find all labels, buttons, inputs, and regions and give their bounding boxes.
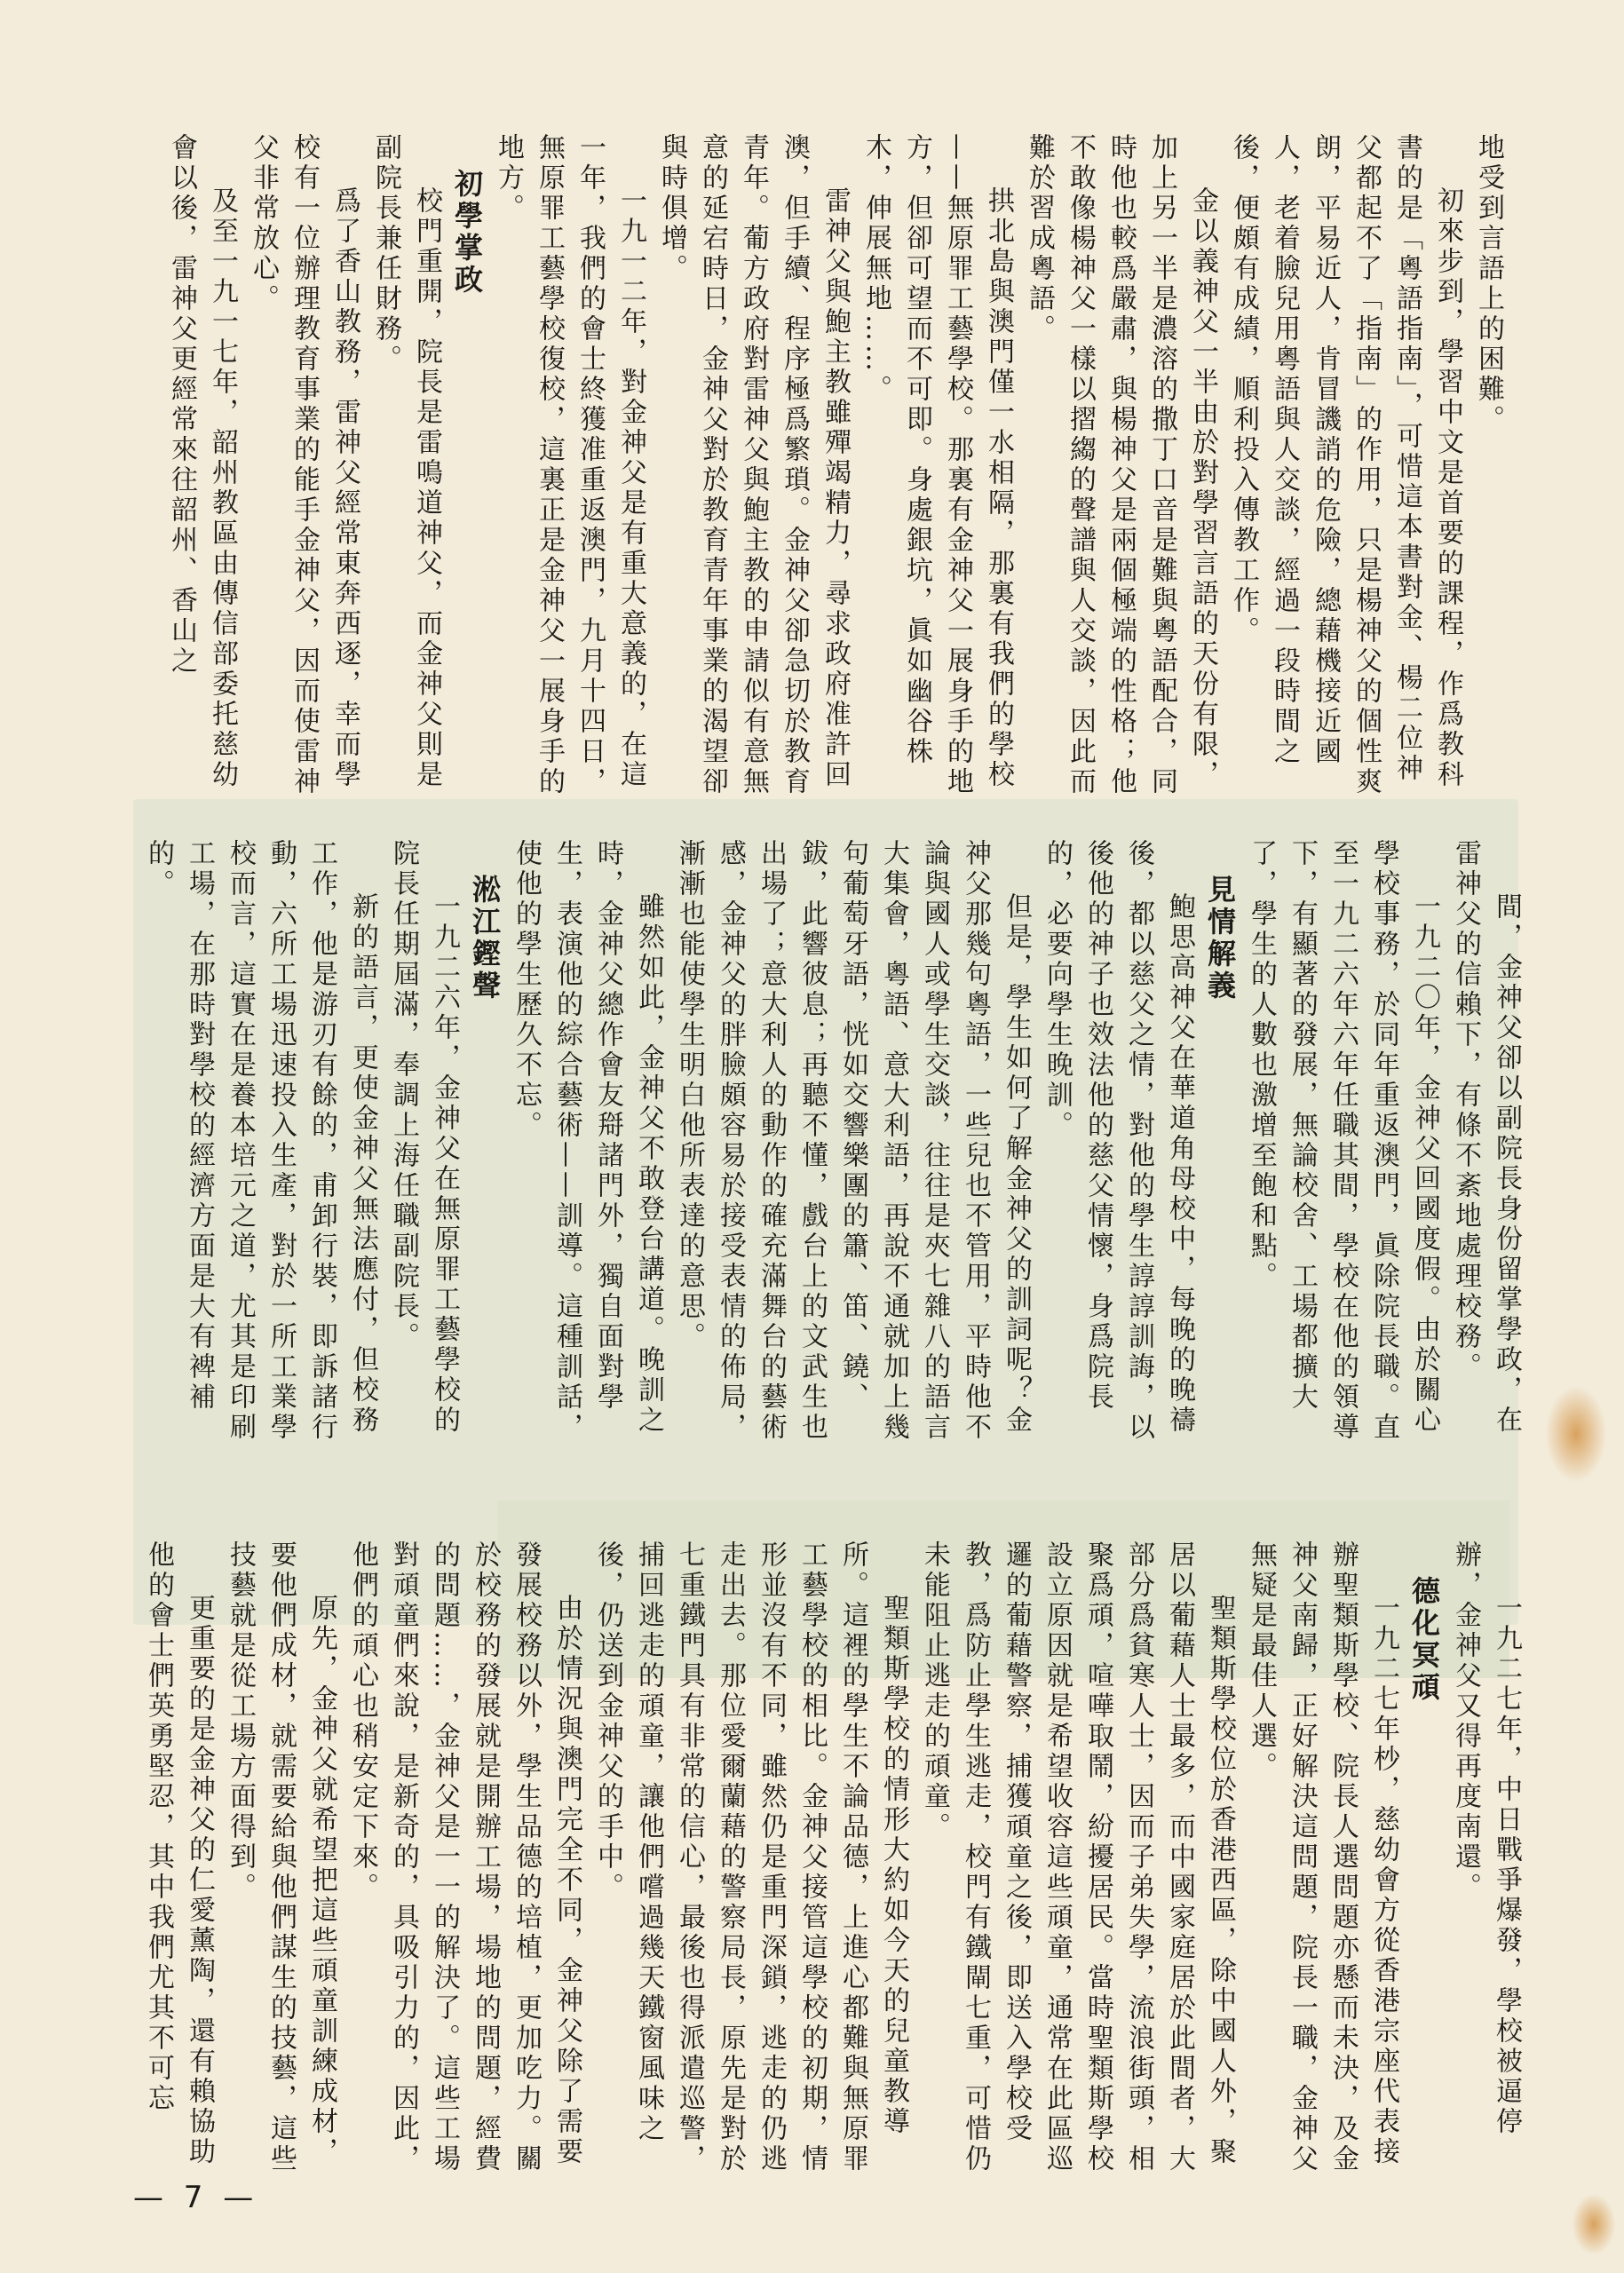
paper-stain: [1572, 2193, 1616, 2255]
paragraph: 更重要的是金神父的仁愛薰陶，還有賴協助他的會士們英勇堅忍，其中我們尤其不可忘: [143, 1540, 215, 2167]
paragraph: 間，金神父卻以副院長身份留掌學政，在雷神父的信賴下，有條不紊地處理校務。: [1450, 839, 1522, 1436]
section-heading: 初學掌政: [450, 169, 484, 297]
paragraph: 一九二六年，金神父在無原罪工藝學校的院長任期屆滿，奉調上海任職副院長。: [388, 839, 460, 1436]
paragraph: 由於情況與澳門完全不同，金神父除了需要發展校務以外，學生品德的培植，更加吃力。關於校務的發展就是開辦工場，場地的問題，經費的問題……，金神父是一一的解決了。這些工場對頑童們來說，是新奇的，具吸引力的，因此，他們的頑心也稍安定下來。: [347, 1540, 582, 2174]
page-number: — 7 —: [133, 2180, 259, 2215]
paragraph: 地受到言語上的困難。: [1473, 133, 1504, 435]
paragraph: 聖類斯學校位於香港西區，除中國人外，聚居以葡藉人士最多，而中國家庭居於此間者，大部分爲貧寒人士，因而子弟失學，流浪街頭，相聚爲頑，喧嘩取鬧，紛擾居民。當時聖類斯學校設立原因就是希望收容這些頑童，通常在此區巡邏的葡藉警察，捕獲頑童之後，即送入學校受教，爲防止學生逃走，校門有鐵閘七重，可惜仍未能阻止逃走的頑童。: [919, 1540, 1236, 2174]
section-heading: 淞江鏗聲: [468, 875, 502, 1002]
text-column-top: [115, 133, 1509, 799]
paper-stain: [1545, 1385, 1607, 1483]
paragraph: 雖然如此，金神父不敢登台講道。晚訓之時，金神父總作會友搿諸門外，獨自面對學生，表演他的綜合藝術——訓導。這種訓話，使他的學生歷久不忘。: [511, 839, 664, 1443]
paragraph: 一九一二年，對金神父是有重大意義的，在這一年，我們的會士終獲准重返澳門，九月十四日，無原罪工藝學校復校，這裏正是金神父一展身手的地方。: [493, 133, 646, 797]
paragraph: 金以義神父一半由於對學習言語的天份有限，加上另一半是濃溶的撒丁口音是難與粵語配合，同時他也較爲嚴肅，與楊神父是兩個極端的性格；他不敢像楊神父一樣以摺縐的聲譜與人交談，因此而難於習成粵語。: [1024, 133, 1218, 797]
paragraph: 一九二七年杪，慈幼會方從香港宗座代表接辦聖類斯學校、院長人選問題亦懸而未決，及金神父南歸，正好解決這問題，院長一職，金神父無疑是最佳人選。: [1246, 1540, 1399, 2174]
paragraph: 但是，學生如何了解金神父的訓詞呢？金神父那幾句粵語，一些兒也不管用，平時他不論與國人或學生交談，往往是夾七雜八的語言大集會，粵語、意大利語，再說不通就加上幾句葡萄牙語，恍如交響樂團的簫、笛、鐃、鈸，此響彼息；再聽不懂，戲台上的文武生也出場了；意大利人的動作的確充滿舞台的藝術感，金神父的胖臉頗容易於接受表情的佈局，漸漸也能使學生明白他所表達的意思。: [674, 839, 1032, 1443]
section-heading: 德化冥頑: [1407, 1576, 1441, 1704]
paragraph: 拱北島與澳門僅一水相隔，那裏有我們的學校——無原罪工藝學校。那裏有金神父一展身手的地方，但卻可望而不可即。身處銀坑，眞如幽谷株木，伸展無地……。: [860, 133, 1014, 797]
paragraph: 一九二七年，中日戰爭爆發，學校被逼停辦，金神父又得再度南還。: [1450, 1540, 1522, 2137]
paragraph: 爲了香山教務，雷神父經常東奔西逐，幸而學校有一位辦理教育事業的能手金神父，因而使雷神父非常放心。: [248, 133, 360, 797]
paragraph: 新的語言，更使金神父無法應付，但校務工作，他是游刃有餘的，甫卸行裝，即訴諸行動，六所工場迅速投入生產，對於一所工業學校而言，這實在是養本培元之道，尤其是印刷工場，在那時對學校的經濟方面是大有裨補的。: [143, 839, 378, 1443]
text-column-bottom: [115, 1540, 1526, 2175]
paragraph: 校門重開，院長是雷鳴道神父，而金神父則是副院長兼任財務。: [370, 133, 442, 790]
paragraph: 雷神父與鮑主教雖殫竭精力，尋求政府准許回澳，但手續、程序極爲繁瑣。金神父卻急切於教育青年。葡方政府對雷神父與鮑主教的申請似有意無意的延宕時日，金神父對於教育青年事業的渴望卻與時俱增。: [656, 133, 851, 797]
section-heading: 見情解義: [1203, 875, 1237, 1002]
paragraph: 及至一九一七年，韶州教區由傳信部委托慈幼會以後，雷神父更經常來往韶州、香山之: [166, 133, 238, 790]
paragraph: 原先，金神父就希望把這些頑童訓練成材，要他們成材，就需要給與他們謀生的技藝，這些技藝就是從工場方面得到。: [225, 1540, 337, 2174]
paragraph: 聖類斯學校的情形大約如今天的兒童教導所。這裡的學生不論品德，上進心都難與無原罪工藝學校的相比。金神父接管這學校的初期，情形並沒有不同，雖然仍是重門深鎖，逃走的仍逃走出去。那位愛爾蘭藉的警察局長，原先是對於七重鐵門具有非常的信心，最後也得派遣巡警，捕回逃走的頑童，讓他們嚐過幾天鐵窗風味之後，仍送到金神父的手中。: [592, 1540, 909, 2174]
text-column-middle: [143, 839, 1526, 1465]
paragraph: 一九二〇年，金神父回國度假。由於關心學校事務，於同年重返澳門，眞除院長職。直至一九二六年六年任職其間，學校在他的領導下，有顯著的發展，無論校舍、工場都擴大了，學生的人數也激增至飽和點。: [1246, 839, 1440, 1443]
paragraph: 鮑思高神父在華道角母校中，每晚的晚禱後，都以慈父之情，對他的學生諄諄訓誨，以後他的神子也效法他的慈父情懷，身爲院長的，必要向學生晚訓。: [1042, 839, 1195, 1443]
paragraph: 初來步到，學習中文是首要的課程，作爲教科書的是「粵語指南」，可惜這本書對金、楊二位神父都起不了「指南」的作用，只是楊神父的個性爽朗，平易近人，肯冒譏誚的危險，總藉機接近國人，老着臉兒用粵語與人交談，經過一段時間之後，便頗有成績，順利投入傳教工作。: [1228, 133, 1463, 797]
